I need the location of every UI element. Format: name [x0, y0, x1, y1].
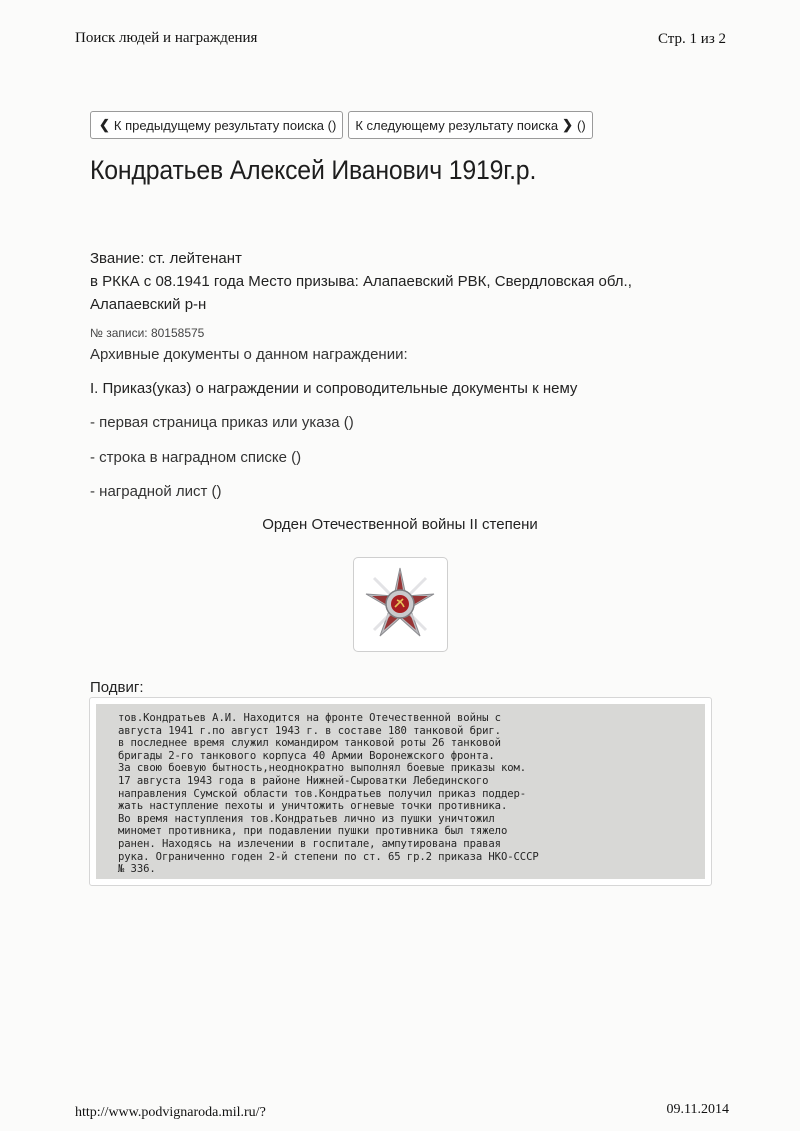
feat-label: Подвиг: [90, 679, 144, 696]
order-section-heading: I. Приказ(указ) о награждении и сопроводительные документы к нему [90, 380, 578, 397]
feat-text-line: жать наступление пехоты и уничтожить огневые точки противника. [118, 800, 508, 813]
feat-text-line: бригады 2-го танкового корпуса 40 Армии Воронежского фронта. [118, 749, 495, 762]
archive-heading: Архивные документы о данном награждении: [90, 346, 408, 363]
feat-text [118, 712, 703, 876]
previous-result-label: К предыдущему результату поиска () [113, 117, 337, 133]
award-title: Орден Отечественной войны II степени [262, 516, 538, 533]
service-text-line-1: в РККА с 08.1941 года Место призыва: Алапаевский РВК, Свердловская обл., [90, 273, 632, 290]
feat-text-line: тов.Кондратьев А.И. Находится на фронте Отечественной войны с [118, 712, 501, 724]
feat-text-line: № 336. [118, 863, 156, 876]
feat-text-line: августа 1941 г.по август 1943 г. в составе 180 танковой бриг. [118, 724, 501, 737]
award-image[interactable] [353, 557, 448, 652]
award-list-row-link[interactable]: - строка в наградном списке () [90, 449, 302, 466]
feat-text-line: рука. Ограниченно годен 2-й степени по ст. 65 гр.2 приказа НКО-СССР [118, 850, 539, 863]
feat-text-line: миномет противника, при подавлении пушки противника был тяжело [118, 825, 508, 838]
rank-text: Звание: ст. лейтенант [90, 250, 242, 267]
feat-text-line: ранен. Находясь на излечении в госпитале, ампутирована правая [118, 837, 501, 850]
award-sheet-link[interactable]: - наградной лист () [90, 483, 222, 500]
order-of-patriotic-war-icon [354, 558, 447, 651]
person-info [90, 247, 710, 316]
result-navigation [90, 111, 593, 139]
chevron-left-icon: ❮ [99, 117, 110, 132]
page-indicator: Стр. 1 из 2 [658, 31, 726, 47]
next-result-suffix: () [577, 117, 586, 133]
feat-text-line: 17 августа 1943 года в районе Нижней-Сыроватки Лебединского [118, 774, 489, 787]
chevron-right-icon: ❯ [562, 117, 573, 132]
feat-text-line: Во время наступления тов.Кондратьев лично из пушки уничтожил [118, 812, 495, 825]
record-number: № записи: 80158575 [90, 326, 205, 340]
footer-url: http://www.podvignaroda.mil.ru/? [75, 1105, 266, 1120]
person-name-heading: Кондратьев Алексей Иванович 1919г.р. [90, 155, 537, 185]
next-result-button[interactable] [348, 111, 592, 139]
feat-text-line: в последнее время служил командиром танковой роты 26 танковой [118, 737, 501, 750]
service-text-line-2: Алапаевский р-н [90, 296, 207, 313]
previous-result-button[interactable] [90, 111, 343, 139]
feat-document-frame [89, 697, 712, 886]
feat-text-line: направления Сумской области тов.Кондратьев получил приказ поддер- [118, 787, 527, 800]
next-result-label: К следующему результату поиска [355, 117, 559, 133]
footer-date: 09.11.2014 [666, 1102, 729, 1117]
feat-document-scan [96, 704, 705, 879]
feat-text-line: За свою боевую бытность,неоднократно выполнял боевые приказы ком. [118, 762, 527, 775]
first-page-order-link[interactable]: - первая страница приказ или указа () [90, 414, 354, 431]
print-header-title: Поиск людей и награждения [75, 30, 258, 46]
